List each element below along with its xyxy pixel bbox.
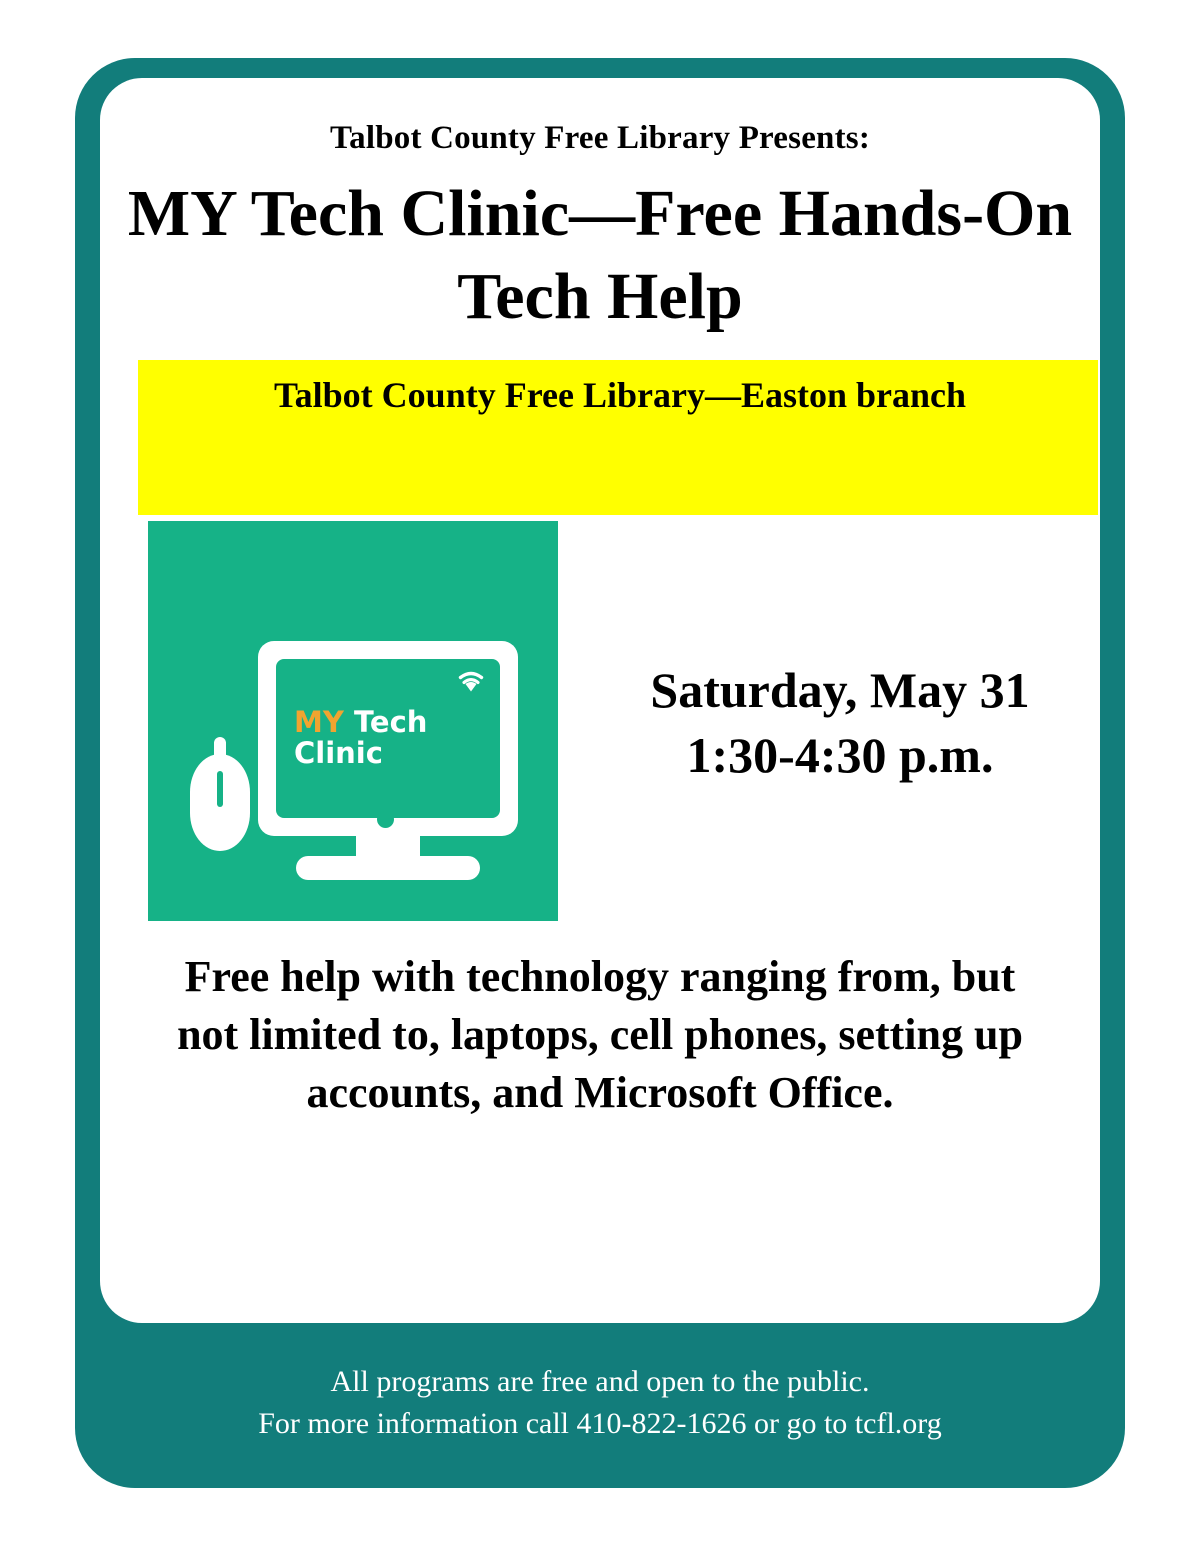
mouse-scroll-line: [217, 771, 223, 807]
monitor-icon: [258, 641, 518, 836]
monitor-stand-neck: [356, 836, 420, 856]
wifi-icon: [454, 667, 488, 693]
event-description: Free help with technology ranging from, but not limited to, laptops, cell phones, setting up accounts, and Microsoft Office.: [177, 952, 1023, 1118]
presenter-line: Talbot County Free Library Presents:: [329, 120, 871, 156]
teal-border-frame: [75, 58, 1125, 1488]
event-time: 1:30-4:30 p.m.: [686, 727, 994, 783]
location-text: Talbot County Free Library—Easton branch: [273, 375, 967, 415]
footer-line-2: For more information call 410-822-1626 or go to tcfl.org: [258, 1407, 942, 1441]
monitor-power-dot: [377, 811, 394, 828]
page-title: MY Tech Clinic—Free Hands-On Tech Help: [127, 177, 1073, 333]
logo-tech-text: Tech: [353, 705, 428, 739]
logo-clinic-text: Clinic: [294, 736, 383, 771]
monitor-screen: [276, 659, 500, 818]
my-tech-clinic-logo: [148, 521, 558, 921]
monitor-stand-base: [296, 856, 480, 880]
logo-my-text: MY: [294, 705, 344, 739]
footer-note: [75, 1361, 1125, 1446]
logo-wordmark: [294, 707, 494, 769]
white-content-card: [100, 78, 1100, 1323]
event-date: Saturday, May 31: [650, 662, 1030, 718]
event-datetime: [600, 658, 1080, 788]
footer-line-1: All programs are free and open to the public.: [330, 1364, 870, 1398]
